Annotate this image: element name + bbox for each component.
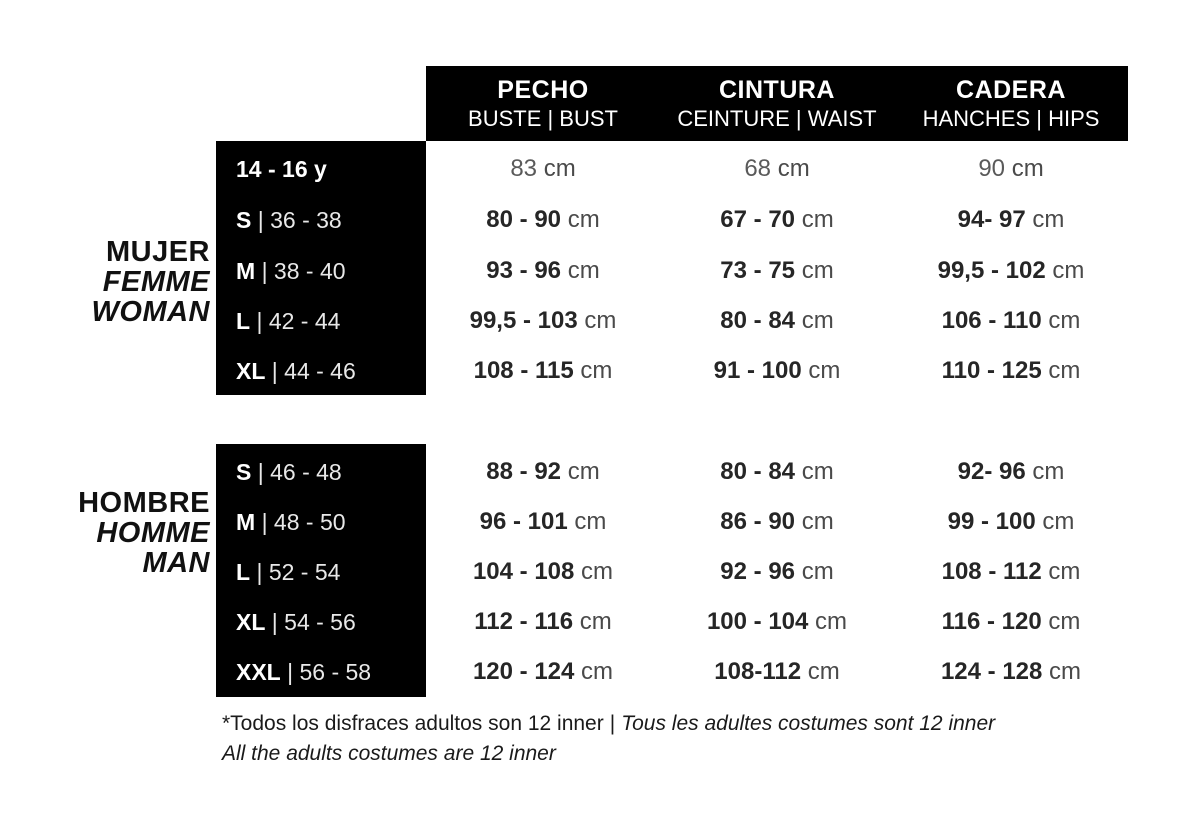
row-size-women-2 bbox=[216, 258, 426, 285]
table-row bbox=[216, 195, 1128, 245]
header-column-hips bbox=[894, 66, 1128, 141]
row-size-range: | 48 - 50 bbox=[261, 508, 346, 535]
section-label-women-es: MUJER bbox=[105, 236, 210, 268]
row-size-label: S bbox=[236, 206, 252, 233]
row-waist-women-4: 91 - 100 cm bbox=[713, 357, 841, 384]
row-chest-women-2: 93 - 96 cm bbox=[486, 257, 600, 284]
row-chest-women-3: 99,5 - 103 cm bbox=[469, 307, 617, 334]
header-chest-subtitle: BUSTE | BUST bbox=[468, 105, 618, 131]
table-row bbox=[216, 547, 1128, 597]
row-chest-women-4: 108 - 115 cm bbox=[473, 357, 613, 384]
row-size-label: M bbox=[236, 257, 256, 284]
header-hips-title: CADERA bbox=[956, 76, 1066, 105]
header-column-waist bbox=[660, 66, 894, 141]
row-chest-men-4: 120 - 124 cm bbox=[472, 658, 614, 685]
row-hips-women-0: 90 cm bbox=[978, 155, 1044, 182]
row-size-women-4 bbox=[216, 358, 426, 385]
row-hips-women-2: 99,5 - 102 cm bbox=[937, 257, 1085, 284]
table-row bbox=[216, 647, 1128, 697]
footnote-en: All the adults costumes are 12 inner bbox=[222, 742, 556, 766]
table-row bbox=[216, 447, 1128, 497]
row-waist-women-2: 73 - 75 cm bbox=[720, 257, 834, 284]
row-size-men-1 bbox=[216, 509, 426, 536]
row-size-label: 14 - 16 y bbox=[236, 155, 327, 182]
row-chest-men-2: 104 - 108 cm bbox=[472, 558, 614, 585]
row-chest-women-0: 83 cm bbox=[510, 155, 576, 182]
footnote-fr: Tous les adultes costumes sont 12 inner bbox=[621, 712, 996, 735]
row-waist-men-1: 86 - 90 cm bbox=[720, 508, 834, 535]
row-waist-men-2: 92 - 96 cm bbox=[720, 558, 834, 585]
section-label-women bbox=[30, 238, 210, 328]
row-size-label: L bbox=[236, 558, 251, 585]
row-chest-men-1: 96 - 101 cm bbox=[479, 508, 607, 535]
row-waist-men-0: 80 - 84 cm bbox=[720, 458, 834, 485]
footnote-es: *Todos los disfraces adultos son 12 inner bbox=[222, 712, 604, 735]
row-size-label: XL bbox=[236, 357, 266, 384]
row-size-range: | 46 - 48 bbox=[257, 458, 342, 485]
row-size-label: XL bbox=[236, 608, 266, 635]
header-columns bbox=[426, 66, 1128, 141]
row-size-label: XXL bbox=[236, 658, 281, 685]
row-size-range: | 38 - 40 bbox=[261, 257, 346, 284]
row-waist-women-0: 68 cm bbox=[744, 155, 810, 182]
row-size-range: | 54 - 56 bbox=[271, 608, 356, 635]
row-waist-men-3: 100 - 104 cm bbox=[706, 608, 848, 635]
row-chest-men-0: 88 - 92 cm bbox=[486, 458, 600, 485]
row-hips-men-3: 116 - 120 cm bbox=[941, 608, 1081, 635]
row-size-range: | 44 - 46 bbox=[271, 357, 356, 384]
table-row bbox=[216, 296, 1128, 346]
row-size-range: | 52 - 54 bbox=[256, 558, 341, 585]
row-hips-women-4: 110 - 125 cm bbox=[941, 357, 1081, 384]
row-waist-women-1: 67 - 70 cm bbox=[720, 206, 834, 233]
row-size-range: | 42 - 44 bbox=[256, 307, 341, 334]
section-label-men-es: HOMBRE bbox=[78, 487, 210, 519]
footnote bbox=[222, 709, 1142, 770]
table-row bbox=[216, 144, 1128, 194]
row-hips-men-4: 124 - 128 cm bbox=[940, 658, 1082, 685]
row-hips-women-1: 94- 97 cm bbox=[957, 206, 1065, 233]
section-label-men-en: MAN bbox=[142, 546, 210, 579]
row-size-men-2 bbox=[216, 559, 426, 586]
row-hips-men-2: 108 - 112 cm bbox=[941, 558, 1081, 585]
footnote-separator: | bbox=[609, 712, 616, 735]
table-row bbox=[216, 597, 1128, 647]
row-chest-men-3: 112 - 116 cm bbox=[474, 608, 612, 635]
row-waist-women-3: 80 - 84 cm bbox=[720, 307, 834, 334]
row-size-men-0 bbox=[216, 459, 426, 486]
header-waist-title: CINTURA bbox=[719, 76, 835, 105]
row-size-range: | 56 - 58 bbox=[287, 658, 372, 685]
header-waist-subtitle: CEINTURE | WAIST bbox=[677, 105, 877, 131]
header-hips-subtitle: HANCHES | HIPS bbox=[922, 105, 1100, 131]
row-chest-women-1: 80 - 90 cm bbox=[486, 206, 600, 233]
table-row bbox=[216, 246, 1128, 296]
row-size-women-0 bbox=[216, 156, 426, 183]
table-row bbox=[216, 497, 1128, 547]
row-hips-women-3: 106 - 110 cm bbox=[941, 307, 1081, 334]
row-size-label: M bbox=[236, 508, 256, 535]
row-size-women-1 bbox=[216, 207, 426, 234]
header-column-chest bbox=[426, 66, 660, 141]
section-label-men-fr: HOMME bbox=[96, 516, 210, 549]
row-size-women-3 bbox=[216, 308, 426, 335]
row-size-label: L bbox=[236, 307, 251, 334]
row-hips-men-0: 92- 96 cm bbox=[957, 458, 1065, 485]
table-row bbox=[216, 346, 1128, 396]
row-waist-men-4: 108-112 cm bbox=[714, 658, 840, 685]
section-label-men bbox=[20, 489, 210, 579]
section-label-women-fr: FEMME bbox=[102, 265, 210, 298]
row-size-range: | 36 - 38 bbox=[257, 206, 342, 233]
row-size-men-4 bbox=[216, 659, 426, 686]
row-size-label: S bbox=[236, 458, 252, 485]
row-size-men-3 bbox=[216, 609, 426, 636]
header-chest-title: PECHO bbox=[497, 76, 589, 105]
section-label-women-en: WOMAN bbox=[91, 295, 210, 328]
row-hips-men-1: 99 - 100 cm bbox=[947, 508, 1075, 535]
